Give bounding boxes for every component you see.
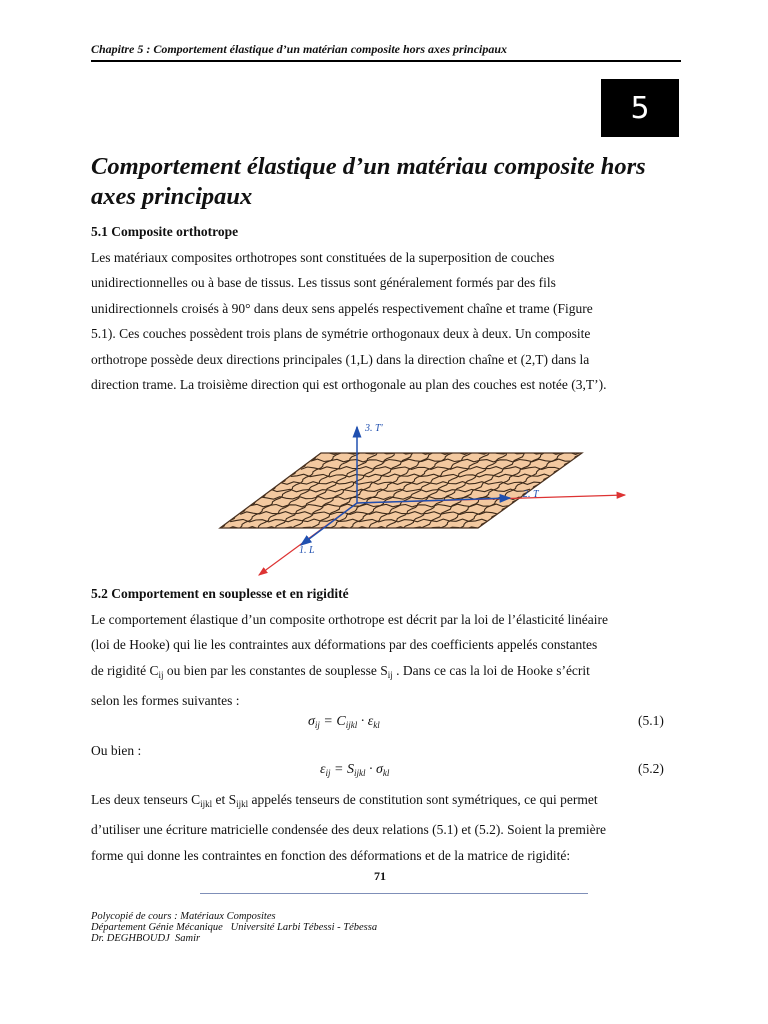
chapter-title — [91, 152, 691, 212]
axis-1-label: 1. L — [299, 545, 315, 556]
text-fragment: et S — [212, 792, 237, 807]
eq-subscript: kl — [382, 768, 390, 778]
eq-subscript: ijkl — [345, 720, 358, 730]
footer-line: Département Génie Mécanique Université Larbi Tébessi - Tébessa — [91, 922, 378, 933]
eq-symbol: = C — [319, 714, 346, 729]
paragraph-line — [91, 658, 676, 688]
chapter-number-box: 5 — [601, 79, 679, 137]
or-text: Ou bien : — [91, 743, 142, 758]
paragraph-line: orthotrope possède deux directions principales (1,L) dans la direction chaîne et (2,T) dans la — [91, 351, 590, 367]
footer — [91, 911, 377, 944]
page-number: 71 — [374, 869, 386, 883]
section-5-2-paragraph — [91, 607, 676, 714]
eq-subscript: ij — [325, 768, 331, 778]
after-equations-paragraph — [91, 787, 676, 868]
paragraph-line: direction trame. La troisième direction qui est orthogonale au plan des couches est notée (3,T’). — [91, 377, 607, 393]
eq-symbol: ε — [320, 762, 326, 777]
subscript: ijkl — [236, 799, 249, 809]
paragraph-line: d’utiliser une écriture matricielle condensée des deux relations (5.1) et (5.2). Soient la première — [91, 822, 607, 838]
footer-line: Dr. DEGHBOUDJ Samir — [91, 933, 201, 944]
paragraph-line: Le comportement élastique d’un composite orthotrope est décrit par la loi de l’élasticité linéaire — [91, 612, 608, 627]
eq-symbol: · ε — [357, 714, 374, 729]
subscript: ijkl — [200, 799, 213, 809]
paragraph-line — [91, 787, 676, 817]
eq-subscript: ijkl — [354, 768, 366, 778]
section-heading-5-2: 5.2 Comportement en souplesse et en rigidité — [91, 586, 349, 601]
subscript: ij — [158, 669, 164, 680]
equation-5-1 — [308, 714, 380, 730]
section-heading-5-1: 5.1 Composite orthotrope — [91, 224, 239, 239]
orthotropic-fabric-figure — [175, 415, 645, 585]
axis-2-label: 2. T — [523, 489, 539, 500]
paragraph-line: unidirectionnelles ou à base de tissus. Les tissus sont généralement formés par des fils — [91, 275, 556, 291]
paragraph-line: 5.1). Ces couches possèdent trois plans de symétrie orthogonaux deux à deux. Un composite — [91, 326, 591, 342]
eq-symbol: · σ — [365, 762, 383, 777]
footer-rule — [200, 893, 588, 894]
eq-subscript: ij — [314, 720, 320, 730]
axis-3-label: 3. T' — [365, 423, 383, 434]
header-rule — [91, 60, 681, 62]
chapter-title-line2: axes principaux — [91, 183, 253, 210]
chapter-title-line1: Comportement élastique d’un matériau composite hors — [91, 153, 646, 180]
eq-symbol: = S — [330, 762, 354, 777]
running-header: Chapitre 5 : Comportement élastique d’un matérian composite hors axes principaux — [91, 42, 508, 56]
equation-number-5-1: (5.1) — [638, 713, 664, 728]
text-fragment: Les deux tenseurs C — [91, 792, 201, 807]
paragraph-line: unidirectionnels croisés à 90° dans deux sens appelés respectivement chaîne et trame (Figure — [91, 300, 593, 316]
subscript: ij — [387, 669, 393, 680]
footer-line: Polycopié de cours : Matériaux Composites — [91, 911, 276, 922]
text-fragment: ou bien par les constantes de souplesse S — [163, 662, 388, 678]
text-fragment: de rigidité C — [91, 662, 159, 678]
paragraph-line: (loi de Hooke) qui lie les contraintes aux déformations par des coefficients appelés constantes — [91, 637, 598, 653]
paragraph-line: forme qui donne les contraintes en fonction des déformations et de la matrice de rigidité: — [91, 847, 571, 863]
eq-subscript: kl — [373, 720, 380, 730]
equation-number-5-2: (5.2) — [638, 761, 664, 776]
text-fragment: appelés tenseurs de constitution sont symétriques, ce qui permet — [248, 792, 598, 807]
equation-5-2 — [320, 762, 389, 778]
paragraph-line: selon les formes suivantes : — [91, 693, 240, 709]
eq-symbol: σ — [308, 714, 315, 729]
paragraph-line: Les matériaux composites orthotropes sont constituées de la superposition de couches — [91, 250, 555, 265]
text-fragment: . Dans ce cas la loi de Hooke s’écrit — [392, 662, 590, 678]
section-5-1-paragraph — [91, 245, 676, 397]
